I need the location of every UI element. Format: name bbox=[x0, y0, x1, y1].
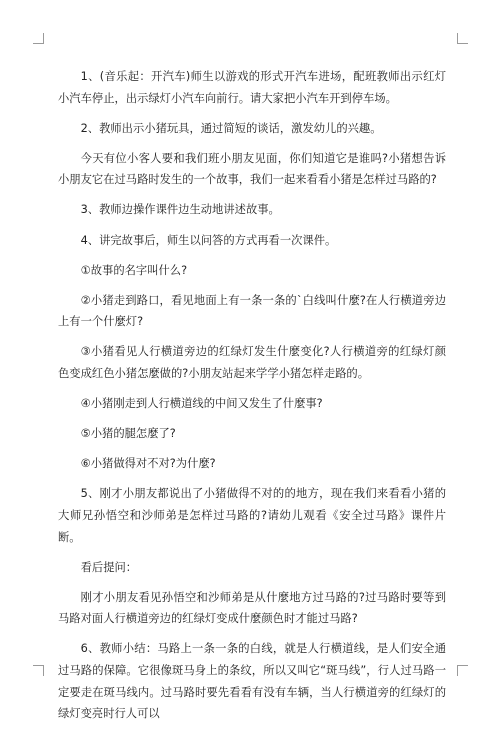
crop-mark-bottom-right bbox=[457, 665, 468, 676]
question-3: ③小猪看见人行横道旁边的红绿灯发生什麼变化?人行横道旁的红绿灯颜色变成红色小猪怎麼做的?小朋友站起来学学小猪怎样走路的。 bbox=[58, 345, 446, 381]
crop-mark-bottom-left bbox=[33, 665, 44, 676]
question-1: ①故事的名字叫什么? bbox=[80, 263, 188, 277]
paragraph-2: 2、教师出示小猪玩具，通过简短的谈话，激发幼儿的兴趣。 bbox=[80, 121, 382, 135]
paragraph-6: 5、刚才小朋友都说出了小猪做得不对的的地方，现在我们来看看小猪的大师兄孙悟空和沙师弟是怎样过马路的?请幼儿观看《安全过马路》课件片断。 bbox=[58, 487, 446, 544]
question-4: ④小猪刚走到人行横道线的中间又发生了什麼事? bbox=[80, 397, 323, 411]
question-6: ⑥小猪做得对不对?为什麼? bbox=[80, 457, 216, 471]
paragraph-7: 看后提问： bbox=[80, 560, 138, 574]
crop-mark-top-left bbox=[33, 33, 44, 44]
paragraph-3: 今天有位小客人要和我们班小朋友见面，你们知道它是谁吗?小猪想告诉小朋友它在过马路时发生的一个故事，我们一起来看看小猪是怎样过马路的? bbox=[58, 151, 446, 187]
paragraph-5: 4、讲完故事后，师生以问答的方式再看一次课件。 bbox=[80, 233, 337, 247]
paragraph-8: 刚才小朋友看见孙悟空和沙师弟是从什麼地方过马路的?过马路时要等到马路对面人行横道旁边的红绿灯变成什麼颜色时才能过马路? bbox=[58, 590, 446, 626]
question-5: ⑤小猪的腿怎麼了? bbox=[80, 427, 176, 441]
question-2: ②小猪走到路口，看见地面上有一条一条的`白线叫什麼?在人行横道旁边上有一个什麼灯? bbox=[58, 293, 446, 329]
paragraph-1: 1、(音乐起：开汽车)师生以游戏的形式开汽车进场，配班教师出示红灯小汽车停止，出示绿灯小汽车向前行。请大家把小汽车开到停车场。 bbox=[58, 70, 446, 105]
document-body bbox=[58, 66, 446, 733]
paragraph-4: 3、教师边操作课件边生动地讲述故事。 bbox=[80, 203, 280, 217]
paragraph-9: 6、教师小结：马路上一条一条的白线，就是人行横道线，是人们安全通过马路的保障。它很像斑马身上的条纹，所以又叫它“斑马线”，行人过马路一定要走在斑马线内。过马路时要先看看有没有车辆，当人行横道旁的红绿灯的绿灯变亮时行人可以 bbox=[58, 642, 446, 721]
crop-mark-top-right bbox=[457, 33, 468, 44]
